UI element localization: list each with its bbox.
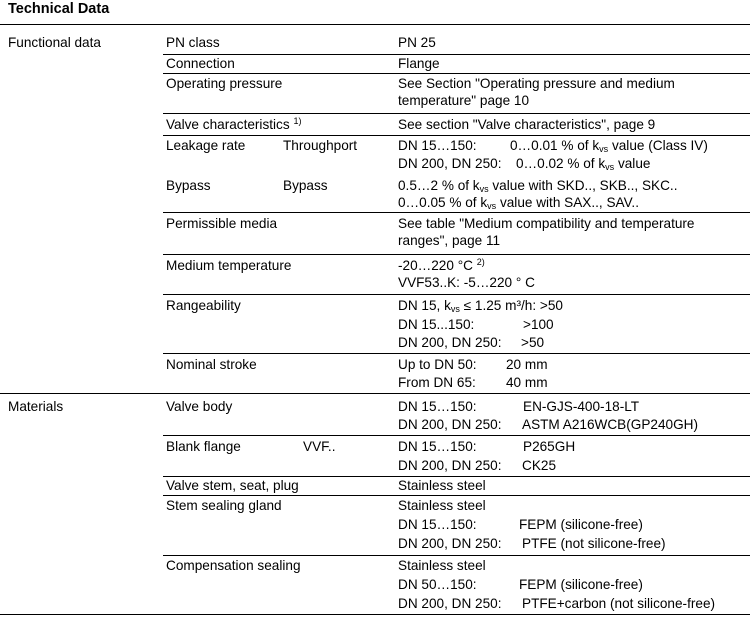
row-value-compensation-2: FEPM (silicone-free) (519, 577, 643, 592)
row-value-valve-body-2: ASTM A216WCB(GP240GH) (522, 417, 699, 432)
row-divider (163, 73, 750, 74)
row-value-valve-stem: Stainless steel (398, 478, 486, 493)
row-value-operating-pressure: See Section "Operating pressure and medium temperature" page 10 (398, 76, 675, 109)
row-value-gland-1: Stainless steel (398, 498, 486, 513)
row-label-stroke-1: Up to DN 50: (398, 357, 477, 372)
footnote-marker: 1) (293, 116, 302, 126)
row-label-compensation-3: DN 200, DN 250: (398, 596, 502, 611)
group-label-materials: Materials (8, 399, 64, 414)
row-label-gland-2: DN 15…150: (398, 517, 477, 532)
row-divider (163, 254, 750, 255)
row-divider (163, 435, 750, 436)
row-divider (163, 113, 750, 114)
row-name-blank-flange: Blank flange (166, 439, 241, 454)
row-value-gland-3: PTFE (not silicone-free) (522, 536, 666, 551)
row-name-medium-temperature: Medium temperature (166, 258, 292, 273)
row-label-valve-body-2: DN 200, DN 250: (398, 417, 502, 432)
row-label-compensation-2: DN 50…150: (398, 577, 477, 592)
row-divider (163, 135, 750, 136)
row-value-rangeability-3: >50 (521, 335, 545, 350)
row-label-blank-flange-1: DN 15…150: (398, 439, 477, 454)
row-label-leakage-dn15: DN 15…150: (398, 138, 477, 153)
row-value-bypass-2: 0…0.05 % of kvs value with SAX.., SAV.. (398, 195, 639, 211)
row-value-stroke-2: 40 mm (506, 375, 548, 390)
row-label-valve-body-1: DN 15…150: (398, 399, 477, 414)
row-divider (163, 495, 750, 496)
row-name-rangeability: Rangeability (166, 298, 241, 313)
row-label-rangeability-2: DN 15...150: (398, 317, 475, 332)
row-value-blank-flange-2: CK25 (522, 458, 557, 473)
row-name-nominal-stroke: Nominal stroke (166, 357, 257, 372)
row-value-medium-temperature: -20…220 °C $^{2)}$ VVF53..K: -5…220 ° C (398, 257, 535, 291)
row-divider (163, 555, 750, 556)
row-divider (163, 353, 750, 354)
row-label-blank-flange-2: DN 200, DN 250: (398, 458, 502, 473)
page-title: Technical Data (8, 1, 110, 17)
row-name-valve-body: Valve body (166, 399, 233, 414)
row-label-leakage-dn200: DN 200, DN 250: (398, 156, 502, 171)
row-value-compensation-1: Stainless steel (398, 558, 486, 573)
row-name-operating-pressure: Operating pressure (166, 76, 283, 91)
row-value-rangeability-2: >100 (523, 317, 554, 332)
row-name-permissible-media: Permissible media (166, 216, 278, 231)
row-value-connection: Flange (398, 56, 440, 71)
row-value-blank-flange-1: P265GH (523, 439, 576, 454)
row-divider (163, 294, 750, 295)
row-label-gland-3: DN 200, DN 250: (398, 536, 502, 551)
row-value-compensation-3: PTFE+carbon (not silicone-free) (522, 596, 716, 611)
row-name-leakage-rate: Leakage rate (166, 138, 246, 153)
row-value-pn-class: PN 25 (398, 35, 436, 50)
row-value-valve-characteristics: See section "Valve characteristics", page 9 (398, 117, 656, 132)
row-value-bypass-1: 0.5…2 % of kvs value with SKD.., SKB.., SKC.. (398, 178, 678, 194)
footnote-marker: 2) (476, 257, 485, 267)
row-subname-vvf: VVF.. (303, 439, 336, 454)
group-label-functional: Functional data (8, 35, 101, 50)
table-bottom-rule (0, 614, 750, 615)
row-value-gland-2: FEPM (silicone-free) (519, 517, 643, 532)
row-value-valve-body-1: EN-GJS-400-18-LT (523, 399, 640, 414)
row-divider (163, 54, 750, 55)
row-value-leakage-dn15: 0…0.01 % of kvs value (Class IV) (510, 138, 708, 154)
row-name-stem-sealing-gland: Stem sealing gland (166, 498, 282, 513)
row-value-stroke-1: 20 mm (506, 357, 548, 372)
row-name-valve-characteristics: Valve characteristics $^{1)}$ (166, 116, 302, 132)
row-value-leakage-dn200: 0…0.02 % of kvs value (516, 156, 651, 172)
title-divider (0, 24, 750, 25)
row-value-permissible-media: See table "Medium compatibility and temperature ranges", page 11 (398, 216, 695, 249)
row-name-connection: Connection (166, 56, 235, 71)
row-label-rangeability-3: DN 200, DN 250: (398, 335, 502, 350)
row-value-rangeability-1: DN 15, kvs ≤ 1.25 m³/h: >50 (398, 298, 563, 314)
row-subname-bypass: Bypass (283, 178, 328, 193)
group-divider (0, 393, 750, 394)
row-name-compensation-sealing: Compensation sealing (166, 558, 301, 573)
row-name-valve-stem: Valve stem, seat, plug (166, 478, 299, 493)
row-divider (163, 212, 750, 213)
row-name-pn-class: PN class (166, 35, 220, 50)
row-subname-throughport: Throughport (283, 138, 358, 153)
row-name-bypass: Bypass (166, 178, 211, 193)
row-label-stroke-2: From DN 65: (398, 375, 476, 390)
